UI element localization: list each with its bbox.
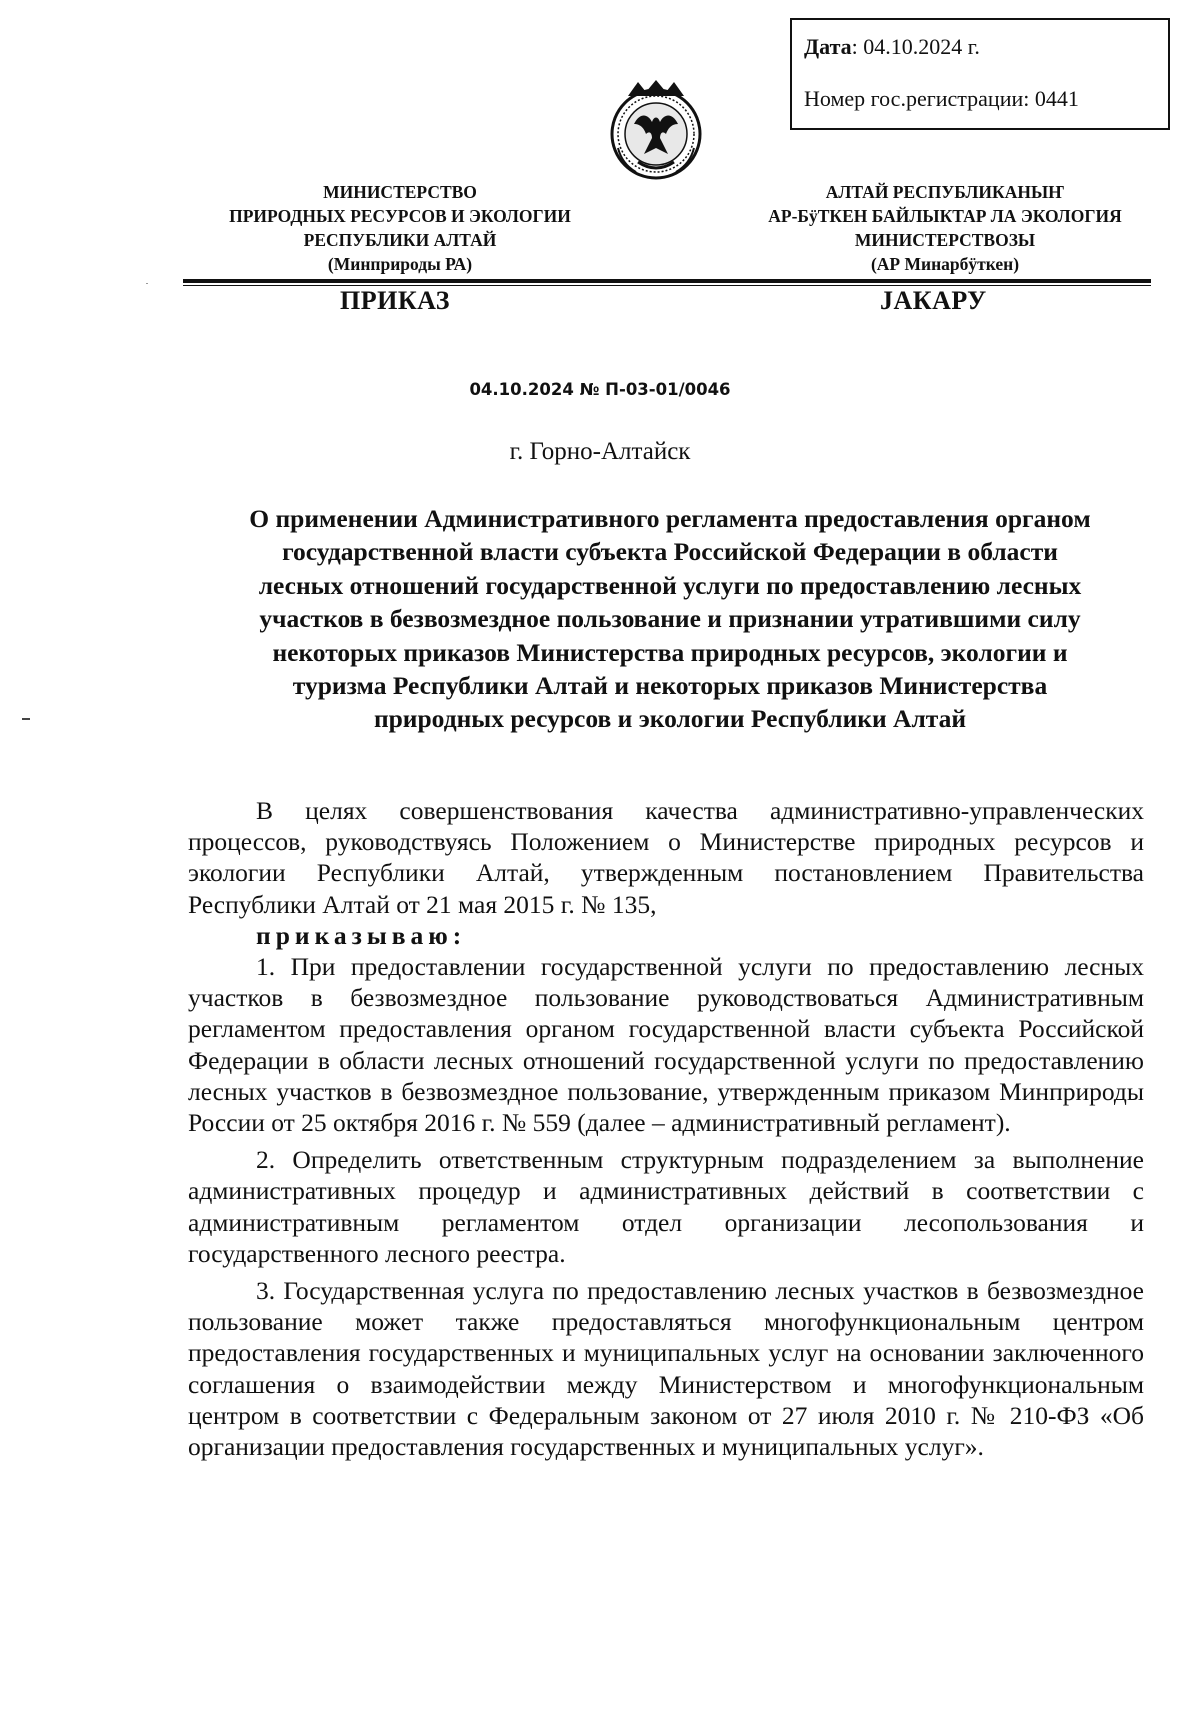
order-word-russian: ПРИКАЗ (340, 286, 451, 315)
body-intro-paragraph: В целях совершенствования качества административно-управленческих процессов, руководствуясь Положением о Министерстве природных ресурсов и экологии Республики Алтай, утвержденным постановлением Правительства Республики Алтай от 21 мая 2015 г. № 135, (188, 796, 1144, 919)
registration-number-value: 0441 (1034, 86, 1079, 111)
scan-margin-mark (22, 718, 30, 720)
registration-date-label: Дата (804, 34, 852, 59)
document-city: г. Горно-Алтайск (509, 438, 691, 465)
order-word-altai: JАКАРУ (880, 286, 987, 315)
decree-word: приказываю: (256, 920, 467, 950)
body-item-2: 2. Определить ответственным структурным подразделением за выполнение административных процедур и административных действий в соответствии с административным регламентом отдел организации лесопользования и государственного лесного реестра. (188, 1145, 1144, 1268)
scan-speck (146, 283, 148, 284)
title-line: туризма Республики Алтай и некоторых приказов Министерства (292, 671, 1048, 701)
title-line: некоторых приказов Министерства природных ресурсов, экологии и (272, 637, 1068, 667)
ministry-alt-abbr: (АР Минарбÿткен) (870, 254, 1020, 274)
ministry-name-altai (740, 180, 1150, 276)
body-item-3: 3. Государственная услуга по предоставлению лесных участков в безвозмездное пользование может также предоставляться многофункциональным центром предоставления государственных и муниципальных услуг на основании заключенного соглашения о взаимодействии между Министерством и многофункциональным центром в соответствии с Федеральным законом от 27 июля 2010 г. № 210-ФЗ «Об организации предоставления государственных и муниципальных услуг». (188, 1276, 1144, 1462)
ministry-alt-line2: АР-БÿТКЕН БАЙЛЫКТАР ЛА ЭКОЛОГИЯ (768, 206, 1122, 226)
registration-date-value: 04.10.2024 г. (863, 34, 980, 59)
title-line: О применении Административного регламента предоставления органом (249, 504, 1091, 533)
ministry-alt-line1: АЛТАЙ РЕСПУБЛИКАНЫҤ (825, 182, 1065, 202)
ministry-ru-abbr: (Минприроды РА) (327, 254, 473, 274)
title-line: государственной власти субъекта Российской Федерации в области (282, 537, 1058, 567)
header-divider-thick (183, 279, 1151, 283)
ministry-name-russian (200, 180, 600, 276)
document-title (185, 502, 1155, 736)
registration-box (790, 18, 1170, 130)
registration-number-row: Номер гос.регистрации: 0441 (804, 86, 1079, 111)
title-line: природных ресурсов и экологии Республики Алтай (373, 704, 967, 734)
ministry-alt-line3: МИНИСТЕРСТВОЗЫ (854, 230, 1036, 250)
ministry-ru-line3: РЕСПУБЛИКИ АЛТАЙ (303, 230, 497, 250)
ministry-ru-line1: МИНИСТЕРСТВО (323, 182, 477, 202)
document-body (188, 795, 1144, 1462)
title-line: лесных отношений государственной услуги по предоставлению лесных (258, 570, 1082, 600)
registration-date-row: Дата: 04.10.2024 г. (804, 34, 980, 59)
altai-republic-coat-of-arms-icon (608, 78, 704, 186)
header-divider-thin (183, 285, 1151, 286)
body-item-1: 1. При предоставлении государственной услуги по предоставлению лесных участков в безвозмездное пользование руководствоваться Административным регламентом предоставления органом государственной власти субъекта Российской Федерации в области лесных отношений государственной услуги по предоставлению лесных участков в безвозмездное пользование, утвержденным приказом Минприроды России от 25 октября 2016 г. № 559 (далее – административный регламент). (188, 952, 1144, 1138)
document-number: 04.10.2024 № П-03-01/0046 (469, 380, 731, 399)
registration-number-label: Номер гос.регистрации (804, 86, 1024, 111)
title-line: участков в безвозмездное пользование и признании утратившими силу (259, 604, 1081, 634)
ministry-ru-line2: ПРИРОДНЫХ РЕСУРСОВ И ЭКОЛОГИИ (229, 206, 571, 226)
